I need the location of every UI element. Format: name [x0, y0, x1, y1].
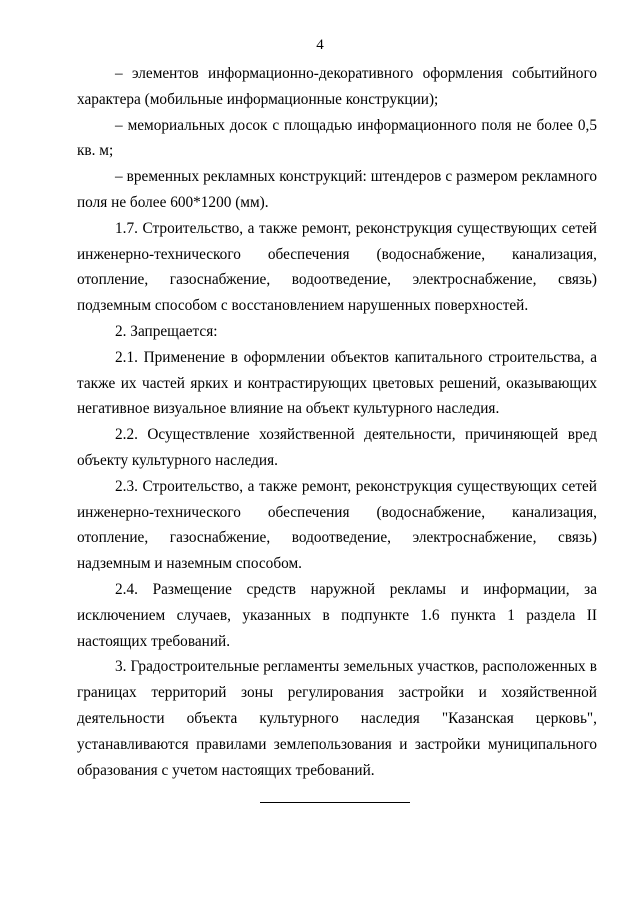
document-body	[77, 61, 597, 783]
clause-3: 3. Градостроительные регламенты земельных участков, расположенных в границах территорий зоны регулирования застройки и хозяйственной деятельности объекта культурного наследия "Казанская церковь", устанавливаются правилами землепользования и застройки муниципального образования с учетом настоящих требований.	[77, 658, 597, 779]
page-number: 4	[316, 37, 324, 53]
clause-2-1: 2.1. Применение в оформлении объектов капитального строительства, а также их частей ярких и контрастирующих цветовых решений, оказывающих негативное визуальное влияние на объект культурного наследия.	[77, 348, 597, 418]
clause-1-7: 1.7. Строительство, а также ремонт, реконструкция существующих сетей инженерно-технического обеспечения (водоснабжение, канализация, отопление, газоснабжение, водоотведение, электроснабжение, связь) подземным способом с восстановлением нарушенных поверхностей.	[77, 219, 597, 315]
clause-2-2: 2.2. Осуществление хозяйственной деятельности, причиняющей вред объекту культурного наследия.	[77, 426, 597, 469]
list-item-memorial-plaques: – мемориальных досок с площадью информационного поля не более 0,5 кв. м;	[77, 116, 597, 160]
clause-2-heading: 2. Запрещается:	[115, 322, 218, 340]
end-divider-line	[260, 802, 410, 803]
list-item-decorative-elements: – элементов информационно-декоративного оформления событийного характера (мобильные информационные конструкции);	[77, 65, 597, 108]
clause-2-4: 2.4. Размещение средств наружной рекламы и информации, за исключением случаев, указанных в подпункте 1.6 пункта 1 раздела II настоящих требований.	[77, 580, 597, 650]
list-item-temporary-ads: – временных рекламных конструкций: штендеров с размером рекламного поля не более 600*1200 (мм).	[77, 168, 597, 211]
clause-2-3: 2.3. Строительство, а также ремонт, реконструкция существующих сетей инженерно-технического обеспечения (водоснабжение, канализация, отопление, газоснабжение, водоотведение, электроснабжение, связь) надземным и наземным способом.	[77, 477, 597, 573]
